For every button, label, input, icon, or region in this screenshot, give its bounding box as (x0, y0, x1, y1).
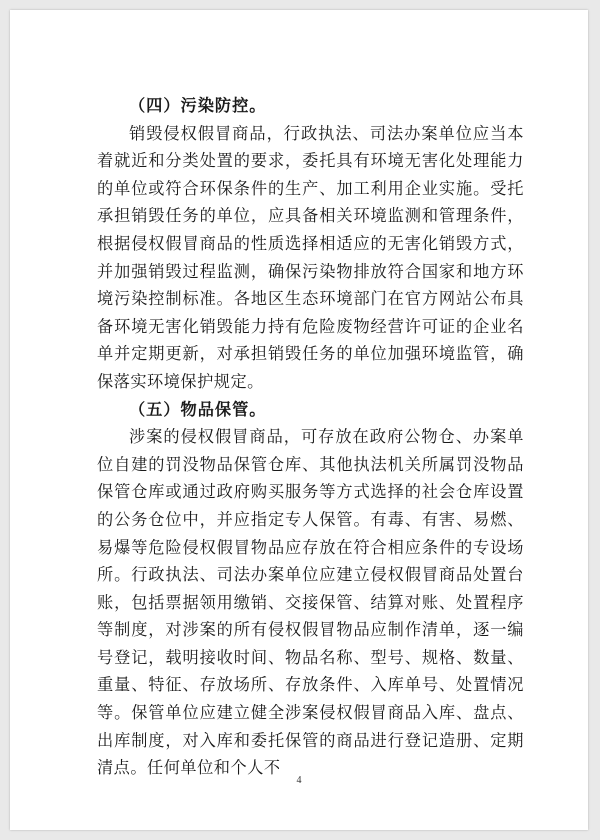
page-content (97, 92, 524, 782)
section-heading-item-storage: （五）物品保管。 (129, 399, 267, 419)
section-paragraph-item-storage: 涉案的侵权假冒商品，可存放在政府公物仓、办案单位自建的罚没物品保管仓库、其他执法机关所属罚没物品保管仓库或通过政府购买服务等方式选择的社会仓库设置的公务仓位中，并应指定专人保管。有毒、有害、易燃、易爆等危险侵权假冒物品应存放在符合相应条件的专设场所。行政执法、司法办案单位应建立侵权假冒商品处置台账，包括票据领用缴销、交接保管、结算对账、处置程序等制度，对涉案的所有侵权假冒物品应制作清单，逐一编号登记，载明接收时间、物品名称、型号、规格、数量、重量、特征、存放场所、存放条件、入库单号、处置情况等。保管单位应建立健全涉案侵权假冒商品入库、盘点、出库制度，对入库和委托保管的商品进行登记造册、定期清点。任何单位和个人不 (97, 427, 524, 778)
document-page (10, 10, 588, 830)
page-number: 4 (296, 775, 302, 786)
section-paragraph-pollution-control: 销毁侵权假冒商品，行政执法、司法办案单位应当本着就近和分类处置的要求，委托具有环境无害化处理能力的单位或符合环保条件的生产、加工利用企业实施。受托承担销毁任务的单位，应具备相关环境监测和管理条件，根据侵权假冒商品的性质选择相适应的无害化销毁方式，并加强销毁过程监测，确保污染物排放符合国家和地方环境污染控制标准。各地区生态环境部门在官方网站公布具备环境无害化销毁能力持有危险废物经营许可证的企业名单并定期更新，对承担销毁任务的单位加强环境监管，确保落实环境保护规定。 (97, 123, 524, 391)
section-heading-pollution-control: （四）污染防控。 (129, 96, 267, 115)
